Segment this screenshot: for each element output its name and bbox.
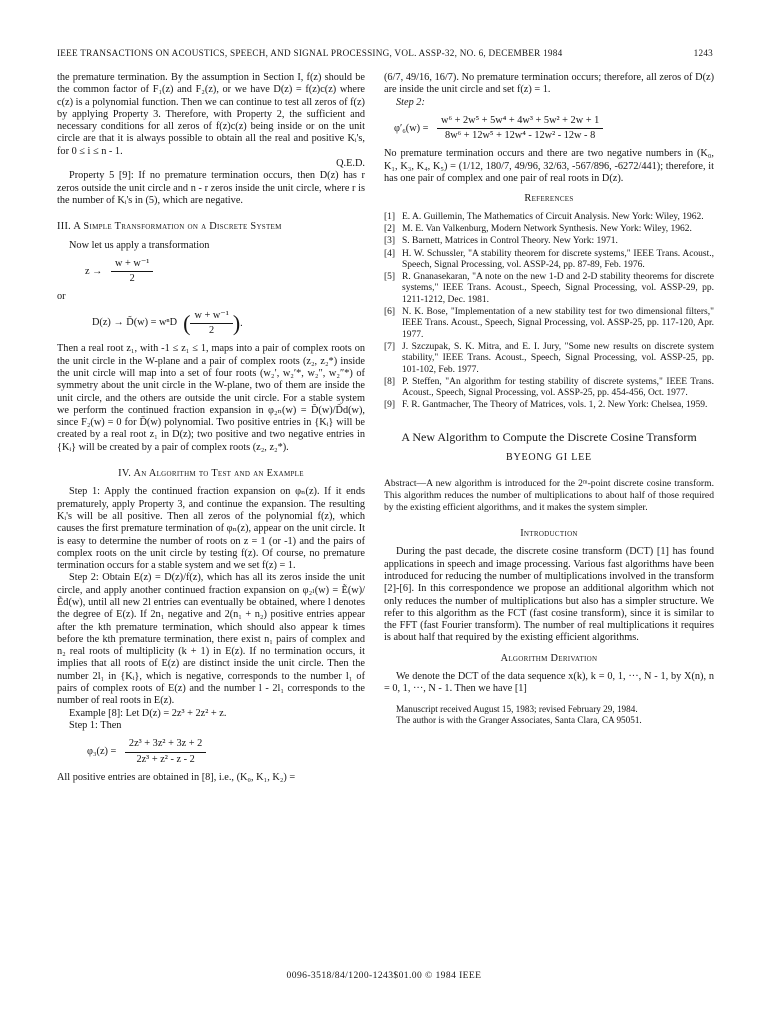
section-heading: III. A Simple Transformation on a Discrete System [57, 221, 282, 233]
paragraph: (6/7, 49/16, 16/7). No premature termination occurs; therefore, all zeros of D(z) are inside the unit circle and set f(z) = 1. [384, 72, 714, 96]
fraction [437, 115, 603, 143]
reference-text: S. Barnett, Matrices in Control Theory. New York: 1971. [402, 236, 618, 247]
copyright-footer: 0096-3518/84/1200-1243$01.00 © 1984 IEEE [286, 970, 482, 981]
journal-title: IEEE TRANSACTIONS ON ACOUSTICS, SPEECH, AND SIGNAL PROCESSING, VOL. ASSP-32, NO. 6, DECEMBER 1984 [57, 48, 563, 58]
equation [57, 738, 365, 766]
paragraph: All positive entries are obtained in [8], i.e., (K₀, K₁, K₂) = [57, 771, 296, 783]
reference-text: N. K. Bose, "Implementation of a new stability test for two dimensional filters," IEEE Trans. Acoust., Speech, Signal Processing, vol. ASSP-25, pp. 117-120, Apr. 1977. [402, 307, 714, 340]
paragraph: Then a real root z₁, with -1 ≤ z₁ ≤ 1, maps into a pair of complex roots on the unit circle in the W-plane and a pair of complex roots (z₂, z₂*) inside the unit circle will map into a set of four roots (w₂′, w₂′*, w₂″, w₂″*) of symmetry about the unit circle in the W-plane, two of them are inside the unit circle, and the others are outside the unit circle. For a stable system we perform the continued fraction expansion in φ₂ₙ(w) = D̃(w)/D̃d(w), since F₂(w) = 0 for D̃(w) polynomial. Two positive entries in {Kᵢ} will be created by a real root z₁ in D(z); two positive and two negative entries in {Kᵢ} will be created by a pair of complex roots (z₂, z₂*). [57, 343, 365, 453]
fraction [125, 738, 206, 766]
reference-number: [1] [384, 211, 396, 222]
fraction-denominator: 2 [129, 273, 135, 285]
reference-number: [4] [384, 248, 396, 259]
article-title: A New Algorithm to Compute the Discrete Cosine Transform [401, 429, 697, 444]
fraction-numerator: w + w⁻¹ [190, 310, 232, 324]
reference-number: [2] [384, 223, 396, 234]
reference-number: [5] [384, 272, 396, 283]
reference-number: [9] [384, 400, 396, 411]
equation-lhs: φ′₆(w) = [394, 122, 429, 134]
paragraph: We denote the DCT of the data sequence x(k), k = 0, 1, ···, N - 1, by X(n), n = 0, 1, ···, N - 1. Then we have [1] [384, 670, 714, 695]
reference-text: H. W. Schussler, "A stability theorem for discrete systems," IEEE Trans. Acoust., Speech, Signal Processing, vol. ASSP-24, pp. 87-89, Feb. 1976. [402, 248, 714, 270]
paragraph: Now let us apply a transformation [69, 239, 210, 251]
reference-text: R. Gnanasekaran, "A note on the new 1-D and 2-D stability theorems for discrete systems," IEEE Trans. Acoust., Speech, Signal Processing, vol. ASSP-29, pp. 1211-1212, Dec. 1981. [402, 272, 714, 305]
paragraph: the premature termination. By the assumption in Section I, f(z) should be the common factor of F₁(z) and F₂(z), or we have D(z) = f(z)c(z) where c(z) is a polynomial function. Then we can continue to test all zeros of f(z) by applying Property 3. Therefore, with Property 2, the sufficient and necessary conditions for all zeros of f(z)c(z) being inside or on the unit circle are that it is always possible to obtain all the real and positive Kᵢ's, for 0 ≤ i ≤ n - 1. [57, 72, 365, 157]
qed-mark: Q.E.D. [336, 158, 365, 170]
paragraph: Step 1: Then [69, 719, 122, 731]
paragraph: Step 1: Apply the continued fraction expansion on φₙ(z). If it ends prematurely, apply Property 3, and continue the expansion. The resulting Kᵢ's will be all positive. Then all zeros of the polynomial f(z), which causes the first premature termination of φₙ(z), appear on the unit circle. It is easy to determine the number of roots on z = 1 (or -1) and the pairs of complex roots on the unit circle by testing f(z). Of course, no premature termination occurs for a stable system and we set f(z) = 1. [57, 486, 365, 572]
fraction [190, 310, 232, 338]
reference-text: M. E. Van Valkenburg, Modern Network Synthesis. New York: Wiley, 1962. [402, 223, 692, 234]
step-label: Step 2: [396, 96, 425, 108]
section-heading: Introduction [520, 528, 578, 540]
fraction-numerator: 2z³ + 3z² + 3z + 2 [125, 738, 206, 752]
reference-number: [7] [384, 341, 396, 352]
abstract: Abstract—A new algorithm is introduced for the 2ᵐ-point discrete cosine transform. This algorithm reduces the number of multiplications to about half of those required by the existing efficient algorithms, and it makes the system simpler. [384, 478, 714, 514]
fraction-denominator: 2 [209, 325, 215, 337]
equation-lhs: z → [85, 265, 103, 277]
left-column [57, 72, 365, 784]
fraction-numerator: w + w⁻¹ [111, 258, 153, 272]
section-heading: IV. An Algorithm to Test and an Example [118, 468, 304, 480]
section-heading: Algorithm Derivation [500, 652, 598, 664]
running-header [57, 48, 713, 64]
equation: D(z) → D̃(w) = wⁿD ( $\frac{\text{w + w⁻¹}}{2}$ ). [92, 309, 243, 337]
fraction-numerator: w⁶ + 2w⁵ + 5w⁴ + 4w³ + 5w² + 2w + 1 [437, 115, 603, 129]
fraction-denominator: 2z³ + z² - z - 2 [136, 753, 195, 765]
paragraph: or [57, 291, 66, 303]
paragraph: During the past decade, the discrete cosine transform (DCT) [1] has found applications in speech and image processing. Various fast algorithms have been introduced for reducing the number of multiplications involved in the transform [2]-[6]. In this correspondence we propose an additional algorithm which not only reduces the number of multiplications but also has a simpler structure. We refer to this algorithm as the FCT (fast cosine transform), since it is similar to the FFT (fast Fourier transform). The number of real multiplications it requires is about half that required by the existing efficient algorithms. [384, 546, 714, 644]
reference-item [384, 224, 714, 235]
reference-number: [3] [384, 236, 396, 247]
equation [57, 258, 365, 286]
reference-item [384, 212, 714, 223]
reference-text: P. Steffen, "An algorithm for testing stability of discrete systems," IEEE Trans. Acoust., Speech, Signal Processing, vol. ASSP-25, pp. 454-456, Oct. 1977. [402, 376, 714, 399]
references-heading: References [524, 193, 574, 205]
equation-lhs: D(z) → D̃(w) = wⁿD [92, 317, 178, 329]
page-number: 1243 [693, 48, 713, 58]
reference-item [384, 307, 714, 341]
reference-item [384, 249, 714, 272]
reference-number: [6] [384, 307, 396, 318]
paragraph: Property 5 [9]: If no premature termination occurs, then D(z) has r zeros outside the unit circle and n - r zeros inside the unit circle, where r is the number of Kᵢ's in (5), which are negative. [57, 170, 365, 206]
footnote [384, 704, 714, 726]
author-name: BYEONG GI LEE [506, 451, 592, 463]
paragraph: No premature termination occurs and there are two negative numbers in (K₀, K₁, K₃, K₄, K₅) = (1/12, 180/7, 49/96, 32/63, -567/896, -6272/441); therefore, it has one pair of complex and one pair of real roots in D(z). [384, 148, 714, 185]
reference-number: [8] [384, 376, 396, 387]
paragraph: Example [8]: Let D(z) = 2z³ + 2z² + z. [69, 707, 227, 719]
reference-text: E. A. Guillemin, The Mathematics of Circuit Analysis. New York: Wiley, 1962. [402, 211, 704, 222]
reference-item [384, 272, 714, 306]
equation [384, 115, 714, 143]
reference-item [384, 342, 714, 376]
footnote-line: The author is with the Granger Associates, Santa Clara, CA 95051. [396, 714, 642, 725]
right-column [384, 72, 714, 726]
reference-text: F. R. Gantmacher, The Theory of Matrices, vols. 1, 2. New York: Chelsea, 1959. [402, 400, 708, 411]
reference-list [384, 212, 714, 412]
paragraph: Step 2: Obtain E(z) = D(z)/f(z), which has all its zeros inside the unit circle, and apply another continued fraction expansion on φ₂ₗ(w) = Ẽ(w)/Ẽd(w), until all new 2l entries can eventually be obtained, where l denotes the degree of E(z). If 2n₁ negative and 2(n₁ + n₂) positive entries appear after the kth premature termination, which should also appear k times before the kth premature termination, there exist n₁ pairs of complex and n₂ real roots of multiplicity (k + 1) in E(z). If no termination occurs, it implies that all roots of E(z) are distinct inside the unit circle. Then the number 2l₁ in {Kᵢ}, which is negative, corresponds to the number l₁ of pairs of complex roots of E(z) and the number l - 2l₁ corresponds to the number of real roots in E(z). [57, 572, 365, 707]
reference-item [384, 400, 714, 411]
reference-item [384, 236, 714, 247]
reference-text: J. Szczupak, S. K. Mitra, and E. I. Jury, "Some new results on discrete system stability," IEEE Trans. Acoust., Speech, Signal Processing, vol. ASSP-25, pp. 101-102, Feb. 1977. [402, 341, 714, 375]
fraction-denominator: 8w⁶ + 12w⁵ + 12w⁴ - 12w² - 12w - 8 [445, 130, 596, 142]
equation-lhs: φ₃(z) = [87, 745, 117, 757]
fraction [111, 258, 153, 286]
footnote-line: Manuscript received August 15, 1983; revised February 29, 1984. [396, 703, 638, 714]
reference-item [384, 377, 714, 400]
